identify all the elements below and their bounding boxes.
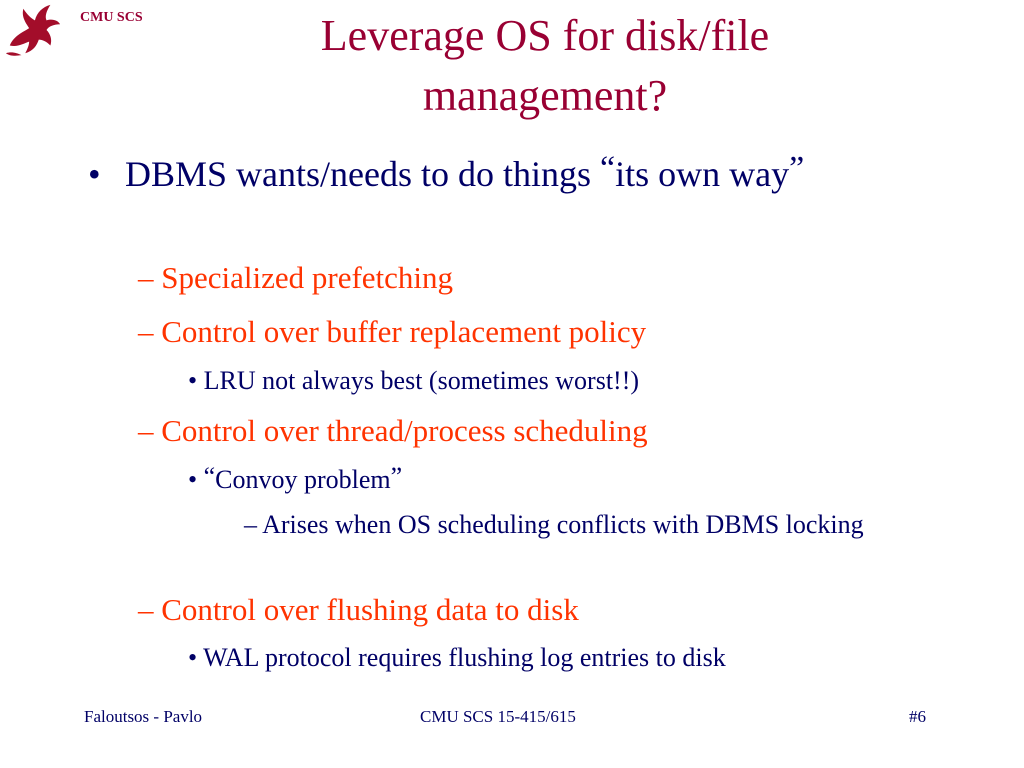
sub-item-label: Control over flushing data to disk bbox=[161, 592, 579, 627]
bullet-mark: • bbox=[88, 154, 101, 194]
sub-item-flushing: – Control over flushing data to disk bbox=[138, 592, 579, 627]
sub-sub-item-lru: • LRU not always best (sometimes worst!!) bbox=[188, 366, 640, 395]
sub-item-prefetching: – Specialized prefetching bbox=[138, 260, 454, 295]
bullet-dbms-text: DBMS wants/needs to do things bbox=[125, 154, 601, 194]
footer-authors: Faloutsos - Pavlo bbox=[84, 707, 203, 726]
sub-sub-item-label: LRU not always best (sometimes worst!!) bbox=[203, 366, 640, 395]
bullet-dbms-quoted: its own way bbox=[615, 154, 790, 194]
close-quote: ” bbox=[789, 150, 805, 187]
open-quote: “ bbox=[203, 462, 216, 491]
close-quote: ” bbox=[390, 462, 403, 491]
sub-item-thread-scheduling: – Control over thread/process scheduling bbox=[138, 413, 648, 448]
sub-sub-item-wal: • WAL protocol requires flushing log entries to disk bbox=[188, 643, 726, 672]
sub-sub-item-convoy: • “Convoy problem” bbox=[188, 462, 403, 494]
bullet-dbms-needs bbox=[88, 150, 905, 196]
sub-sub-item-label: Convoy problem bbox=[215, 465, 391, 494]
sub-sub-item-label: WAL protocol requires flushing log entries to disk bbox=[203, 643, 726, 672]
sub-sub-sub-item-arises: – Arises when OS scheduling conflicts with DBMS locking bbox=[244, 510, 864, 539]
slide-title: Leverage OS for disk/file management? bbox=[320, 11, 770, 120]
sub-item-label: Control over buffer replacement policy bbox=[161, 314, 647, 349]
sub-sub-sub-item-label: Arises when OS scheduling conflicts with DBMS locking bbox=[262, 510, 864, 539]
sub-item-buffer-replacement: – Control over buffer replacement policy bbox=[138, 314, 647, 349]
footer-course: CMU SCS 15-415/615 bbox=[420, 707, 576, 726]
sub-item-label: Control over thread/process scheduling bbox=[161, 413, 648, 448]
sub-item-label: Specialized prefetching bbox=[161, 260, 454, 295]
cmu-dragon-logo bbox=[4, 2, 62, 58]
org-label: CMU SCS bbox=[80, 10, 143, 25]
open-quote: “ bbox=[600, 150, 616, 187]
footer-page-number: #6 bbox=[909, 707, 926, 726]
